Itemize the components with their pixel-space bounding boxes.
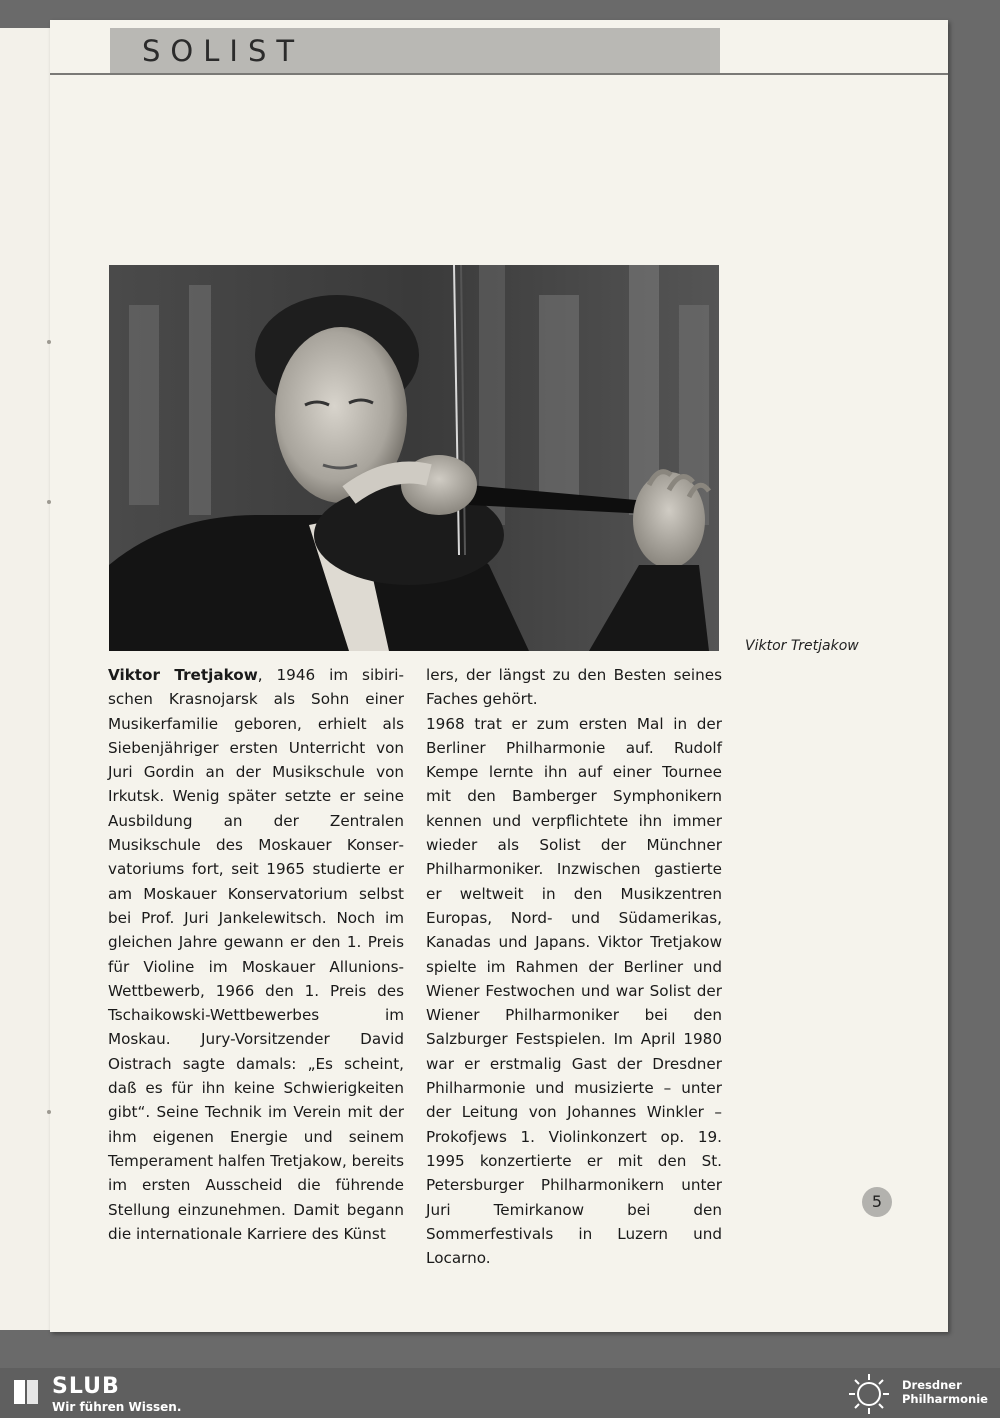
article-paragraph-1 xyxy=(108,663,404,1246)
soloist-photo xyxy=(109,265,719,651)
page-number-badge: 5 xyxy=(862,1187,892,1217)
section-title: SOLIST xyxy=(142,34,305,68)
slub-tagline: Wir führen Wissen. xyxy=(52,1400,182,1414)
article-paragraph-2: 1968 trat er zum ersten Mal in der Berliner Philharmonie auf. Rudolf Kempe lernte ihn auf einer Tournee mit den Bamberger Symphonikern kennen und verpflichtete ihn immer wieder als Solist der Münchner Philharmoniker. Inzwischen gastierte er weltweit in den Musikzentren Europas, Nord- und Südamerikas, Kanadas und Japans. Viktor Tretjakow spielte im Rahmen der Berliner und Wiener Festwochen und war Solist der Wiener Philharmoniker bei den Salzburger Festspielen. Im April 1980 war er erstmalig Gast der Dresdner Philharmonie und musizierte – unter der Leitung von Johannes Winkler – Prokofjews 1. Violinkonzert op. 19. 1995 konzertierte er mit den St. Petersburger Philharmonikern unter Juri Temirkanow bei den Sommerfestivals in Luzern und Locarno. xyxy=(426,714,722,1268)
booklet-page xyxy=(50,20,948,1332)
binding-hole xyxy=(47,340,51,344)
article-paragraph-continued: lers, der längst zu den Besten seines Faches gehört. xyxy=(426,666,722,709)
dresdner-philharmonie-logo-text[interactable] xyxy=(902,1378,988,1406)
dp-line-1: Dresdner xyxy=(902,1378,962,1392)
facing-page-edge xyxy=(0,28,51,1330)
section-header-band xyxy=(110,28,720,74)
article-column-left xyxy=(108,663,404,1246)
article-column-right xyxy=(426,663,722,1270)
dp-line-2: Philharmonie xyxy=(902,1392,988,1406)
soloist-name: Viktor Tretjakow xyxy=(108,666,258,684)
slub-book-icon xyxy=(12,1376,42,1408)
binding-hole xyxy=(47,1110,51,1114)
header-rule xyxy=(50,73,948,75)
photo-caption: Viktor Tretjakow xyxy=(745,638,859,654)
article-left-text: , 1946 im sibirischen Krasnojarsk als Sohn einer Musikerfamilie geboren, erhielt als Siebenjähriger ersten Unterricht von Juri Gordin an der Musikschule von Irkutsk. Wenig später setzte er seine Ausbildung an der Zentralen Musikschule des Moskauer Konservatoriums fort, seit 1965 studierte er am Moskauer Konservatorium selbst bei Prof. Juri Jankelewitsch. Noch im gleichen Jahre gewann er den 1. Preis für Violine im Moskauer Allunions-Wettbewerb, 1966 den 1. Preis des Tschaikowski-Wettbewerbes im Moskau. Jury-Vorsitzender David Oistrach sagte damals: „Es scheint, daß es für ihn keine Schwierigkeiten gibt“. Seine Technik im Verein mit der ihm eigenen Energie und seinem Temperament halfen Tretjakow, bereits im ersten Ausscheid die führende Stellung einzunehmen. Damit begann die internationale Karriere des Künst xyxy=(108,666,404,1243)
binding-hole xyxy=(47,500,51,504)
footer-bar xyxy=(0,1368,1000,1418)
dresdner-philharmonie-sun-icon xyxy=(842,1372,896,1416)
show-through-text xyxy=(750,315,754,334)
slub-logo-text[interactable]: SLUB xyxy=(52,1374,120,1399)
